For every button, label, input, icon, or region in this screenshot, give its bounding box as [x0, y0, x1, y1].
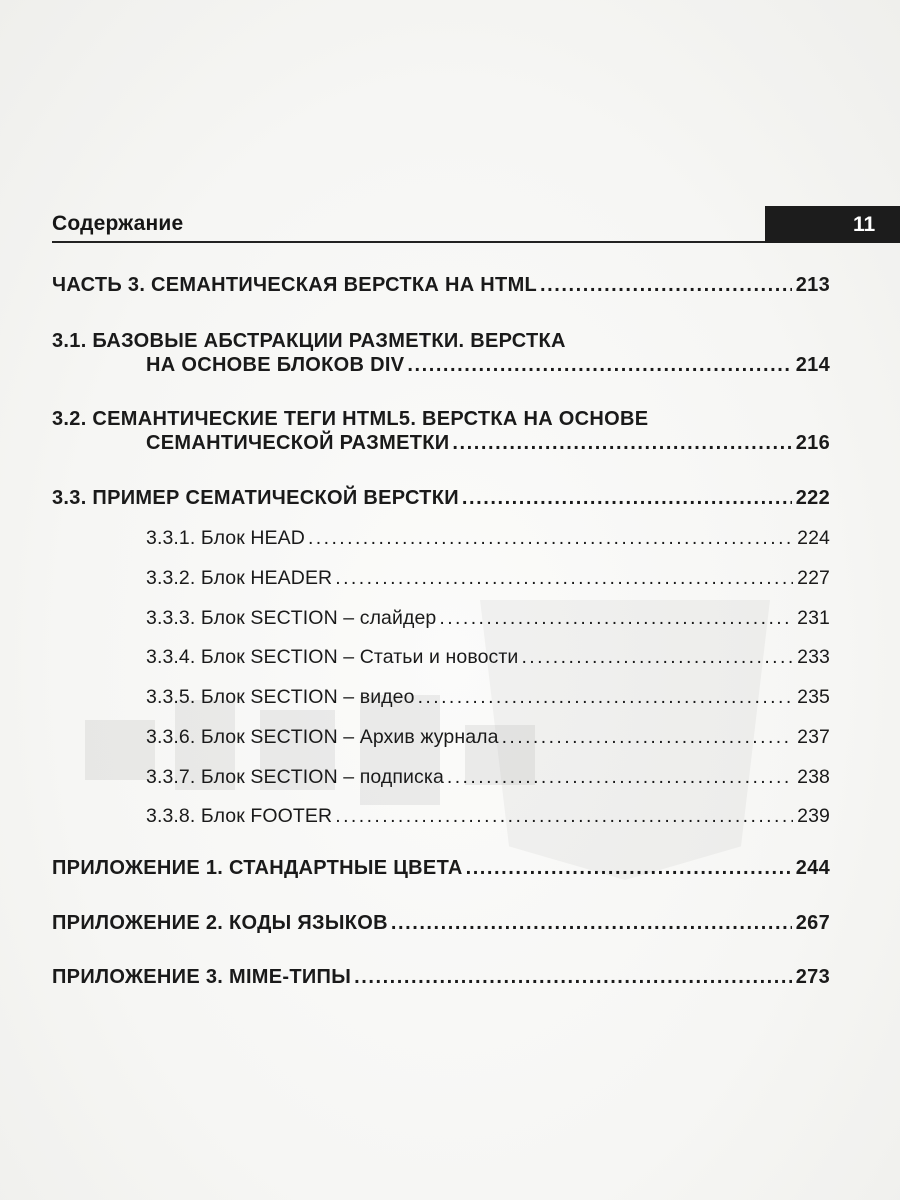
toc-entry-3-1-line-1: 3.1. БАЗОВЫЕ АБСТРАКЦИИ РАЗМЕТКИ. ВЕРСТКА	[52, 330, 566, 352]
toc-entry-page: 238	[797, 766, 830, 788]
toc-entry-label: 3.3.1. Блок HEAD	[146, 527, 305, 549]
toc-entry-3-1	[146, 354, 830, 377]
toc-entry-page: 239	[797, 805, 830, 827]
toc-entry-page: 227	[797, 567, 830, 589]
toc-entry-label: 3.3.3. Блок SECTION – слайдер	[146, 607, 437, 629]
toc-entry-page: 222	[795, 487, 830, 509]
leader-dots	[502, 726, 794, 749]
toc-entry-3-2	[146, 432, 830, 455]
toc-entry-page: 224	[797, 527, 830, 549]
leader-dots	[354, 966, 792, 989]
page-number: 11	[853, 213, 876, 236]
toc-entry-label: НА ОСНОВЕ БЛОКОВ DIV	[146, 354, 405, 376]
leader-dots	[335, 567, 793, 590]
toc-entry-part-3	[52, 274, 830, 297]
leader-dots	[447, 766, 793, 789]
toc-subentry	[146, 646, 830, 669]
toc-entry-label: СЕМАНТИЧЕСКОЙ РАЗМЕТКИ	[146, 432, 450, 454]
toc-subentry	[146, 527, 830, 550]
toc-subentry	[146, 607, 830, 630]
toc-entry-label: ПРИЛОЖЕНИЕ 1. СТАНДАРТНЫЕ ЦВЕТА	[52, 857, 463, 879]
toc-entry-label: 3.3.6. Блок SECTION – Архив журнала	[146, 726, 499, 748]
toc-entry-page: 273	[795, 966, 830, 988]
leader-dots	[466, 857, 792, 880]
toc-entry-label: 3.3.5. Блок SECTION – видео	[146, 686, 415, 708]
toc-entry-3-2-line-1: 3.2. СЕМАНТИЧЕСКИЕ ТЕГИ HTML5. ВЕРСТКА НА ОСНОВЕ	[52, 408, 649, 430]
toc-entry-3-3	[52, 487, 830, 510]
toc-entry-label: 3.3.8. Блок FOOTER	[146, 805, 333, 827]
header-title: Содержание	[52, 212, 184, 235]
toc-entry-appendix-3	[52, 966, 830, 989]
toc-entry-page: 231	[797, 607, 830, 629]
toc-entry-page: 213	[795, 274, 830, 296]
leader-dots	[308, 527, 793, 550]
toc-entry-label: 3.3.7. Блок SECTION – подписка	[146, 766, 444, 788]
leader-dots	[439, 607, 793, 630]
leader-dots	[407, 354, 791, 377]
toc-entry-appendix-1	[52, 857, 830, 880]
toc-entry-page: 235	[797, 686, 830, 708]
toc-entry-label: 3.3.4. Блок SECTION – Статьи и новости	[146, 646, 519, 668]
leader-dots	[418, 686, 794, 709]
toc-entry-page: 237	[797, 726, 830, 748]
leader-dots	[540, 274, 792, 297]
toc-subentry	[146, 567, 830, 590]
toc-entry-label: 3.3.2. Блок HEADER	[146, 567, 333, 589]
toc-entry-page: 214	[795, 354, 830, 376]
toc-subentry	[146, 686, 830, 709]
toc-entry-label: 3.3. ПРИМЕР СЕМАТИЧЕСКОЙ ВЕРСТКИ	[52, 487, 459, 509]
toc-entry-page: 233	[797, 646, 830, 668]
toc-subentry	[146, 805, 830, 828]
leader-dots	[521, 646, 793, 669]
toc-entry-appendix-2	[52, 912, 830, 935]
toc-entry-label: ЧАСТЬ 3. СЕМАНТИЧЕСКАЯ ВЕРСТКА НА HTML	[52, 274, 538, 296]
leader-dots	[462, 487, 792, 510]
leader-dots	[391, 912, 792, 935]
leader-dots	[452, 432, 791, 455]
toc-entry-page: 244	[795, 857, 830, 879]
toc-subentry	[146, 726, 830, 749]
leader-dots	[335, 805, 793, 828]
toc-entry-label: ПРИЛОЖЕНИЕ 3. MIME-ТИПЫ	[52, 966, 352, 988]
toc-subentry	[146, 766, 830, 789]
toc-entry-label: ПРИЛОЖЕНИЕ 2. КОДЫ ЯЗЫКОВ	[52, 912, 388, 934]
toc-entry-page: 216	[795, 432, 830, 454]
toc-entry-page: 267	[795, 912, 830, 934]
